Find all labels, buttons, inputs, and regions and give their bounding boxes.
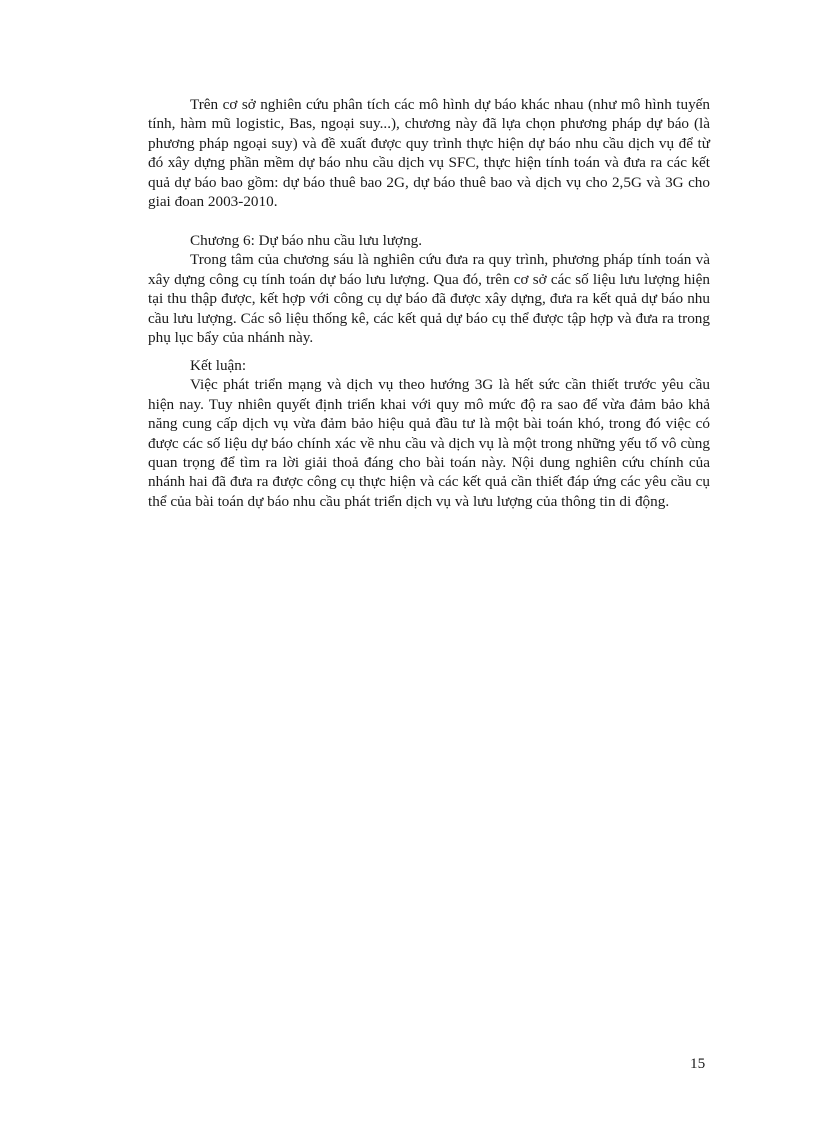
intro-section: [148, 95, 710, 211]
conclusion-section: [148, 356, 710, 511]
conclusion-heading: Kết luận:: [190, 357, 247, 374]
chapter6-heading: Chương 6: Dự báo nhu cầu lưu lượng.: [190, 232, 423, 249]
chapter6-paragraph: Trong tâm của chương sáu là nghiên cứu đưa ra quy trình, phương pháp tính toán và xây dựng công cụ tính toán dự báo lưu lượng. Qua đó, trên cơ sở các số liệu lưu lượng hiện tại thu thập được, kết hợp với công cụ dự báo đã được xây dựng, đưa ra kết quả dự báo nhu cầu lưu lượng. Các sô liệu thống kê, các kết quả dự báo cụ thể được tập hợp và đưa ra trong phụ lục bẩy của nhánh này.: [148, 251, 710, 347]
conclusion-paragraph: Việc phát triển mạng và dịch vụ theo hướng 3G là hết sức cần thiết trước yêu cầu hiện nay. Tuy nhiên quyết định triển khai với quy mô mức độ ra sao để vừa đảm bảo khả năng cung cấp dịch vụ vừa đảm bảo hiệu quả đầu tư là một bài toán khó, trong đó việc có được các số liệu dự báo chính xác về nhu cầu và dịch vụ là một trong những yếu tố vô cùng quan trọng để tìm ra lời giải thoả đáng cho bài toán này. Nội dung nghiên cứu chính của nhánh hai đã đưa ra được công cụ thực hiện và các kết quả cần thiết đáp ứng các yêu cầu cụ thể của bài toán dự báo nhu cầu phát triển dịch vụ và lưu lượng của thông tin di động.: [148, 376, 710, 510]
page-number: 15: [690, 1055, 706, 1072]
chapter6-section: [148, 231, 710, 347]
intro-paragraph: Trên cơ sở nghiên cứu phân tích các mô hình dự báo khác nhau (như mô hình tuyến tính, hàm mũ logistic, Bas, ngoại suy...), chương này đã lựa chọn phương pháp dự báo (là phương pháp ngoại suy) và đề xuất được quy trình thực hiện dự báo nhu cầu dịch vụ để từ đó xây dựng phần mềm dự báo nhu cầu dịch vụ SFC, thực hiện tính toán và đưa ra các kết quả dự báo bao gồm: dự báo thuê bao 2G, dự báo thuê bao và dịch vụ cho 2,5G và 3G cho giai đoan 2003-2010.: [148, 96, 710, 211]
